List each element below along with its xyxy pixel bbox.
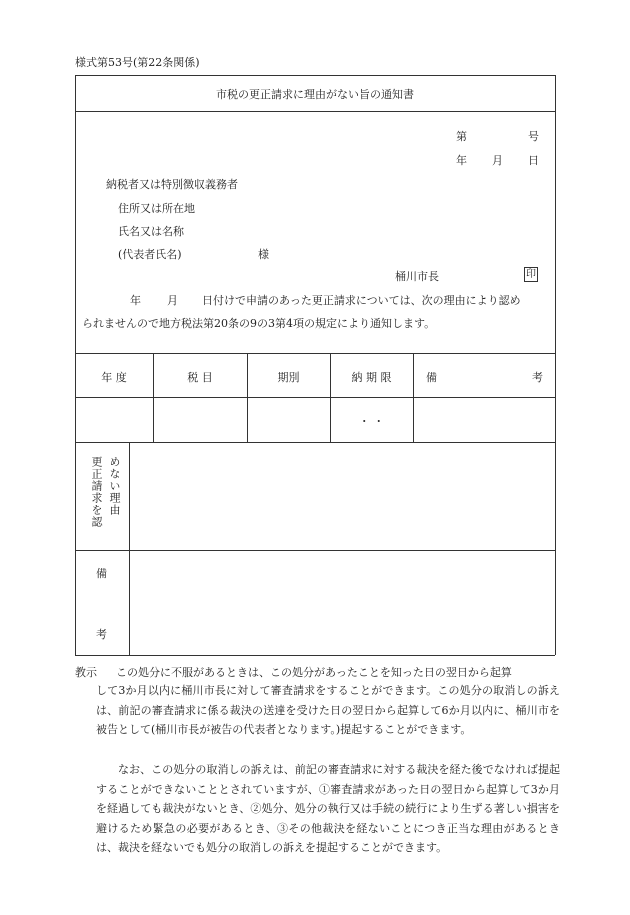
frame-bottom <box>75 655 555 656</box>
instruction-label: 教示 <box>75 666 97 679</box>
frame-left <box>75 75 76 655</box>
instruction-p1-first: この処分に不服があるときは、この処分があったことを知った日の翌日から起算 <box>116 666 512 679</box>
document-title: 市税の更正請求に理由がない旨の通知書 <box>216 88 414 101</box>
recipient-heading: 納税者又は特別徴収義務者 <box>106 178 238 191</box>
reason-bottom <box>75 550 555 551</box>
header-tax-item: 税 目 <box>187 371 213 384</box>
instruction-p1-rest: して3か月以内に桶川市長に対して審査請求をすることができます。この処分の取消しの訴えは、前記の審査請求に係る裁決の送達を受けた日の翌日から起算して6か月以内に、桶川市を被告として(桶川市長が被告の代表者となります。)提起することができます。 <box>96 684 560 737</box>
sama-label: 様 <box>258 248 269 261</box>
header-remarks-2: 考 <box>532 371 543 384</box>
body-line-1: 日付けで申請のあった更正請求については、次の理由により認め <box>202 294 521 307</box>
header-deadline: 納 期 限 <box>351 371 392 384</box>
table-col-2 <box>247 353 248 442</box>
instruction-p2: なお、この処分の取消しの訴えは、前記の審査請求に対する裁決を経た後でなければ提起することができないこととされていますが、①審査請求があった日の翌日から起算して3か月を経過しても裁決がないとき、②処分、処分の執行又は手続の続行により生ずる著しい損害を避けるため緊急の必要があるとき、③その他裁決を経ないことにつき正当な理由があるときは、裁決を経ないでも処分の取消しの訴えを提起することができます。 <box>96 763 560 855</box>
header-remarks-1: 備 <box>426 371 437 384</box>
header-year: 年 度 <box>101 371 127 384</box>
frame-right <box>555 75 556 655</box>
table-col-4 <box>413 353 414 442</box>
reason-label-col-1: 更正請求を認 <box>90 456 103 528</box>
title-divider <box>75 111 555 112</box>
date-day: 日 <box>528 154 539 167</box>
table-top <box>75 353 555 354</box>
reason-label-col-2: めない理由 <box>108 456 121 516</box>
form-id: 様式第53号(第22条関係) <box>75 56 200 69</box>
address-label: 住所又は所在地 <box>118 202 195 215</box>
remarks-label-bottom: 考 <box>96 628 107 641</box>
deadline-dots: ・ ・ <box>358 415 385 428</box>
body-line-2: られませんので地方税法第20条の9の3第4項の規定により通知します。 <box>82 317 436 330</box>
remarks-label-top: 備 <box>96 567 107 580</box>
table-header-bottom <box>75 397 555 398</box>
representative-label: (代表者氏名) <box>118 248 182 261</box>
body-date-year: 年 <box>130 294 141 307</box>
label-col-divider <box>129 442 130 655</box>
date-month: 月 <box>492 154 503 167</box>
frame-top <box>75 75 555 76</box>
number-dai: 第 <box>456 130 467 143</box>
seal-box: 印 <box>526 269 536 280</box>
header-period: 期別 <box>277 371 300 384</box>
issuer-label: 桶川市長 <box>395 270 439 283</box>
number-go: 号 <box>528 130 539 143</box>
date-year: 年 <box>456 154 467 167</box>
body-date-month: 月 <box>167 294 178 307</box>
table-bottom <box>75 442 555 443</box>
name-label: 氏名又は名称 <box>118 225 184 238</box>
table-col-1 <box>153 353 154 442</box>
